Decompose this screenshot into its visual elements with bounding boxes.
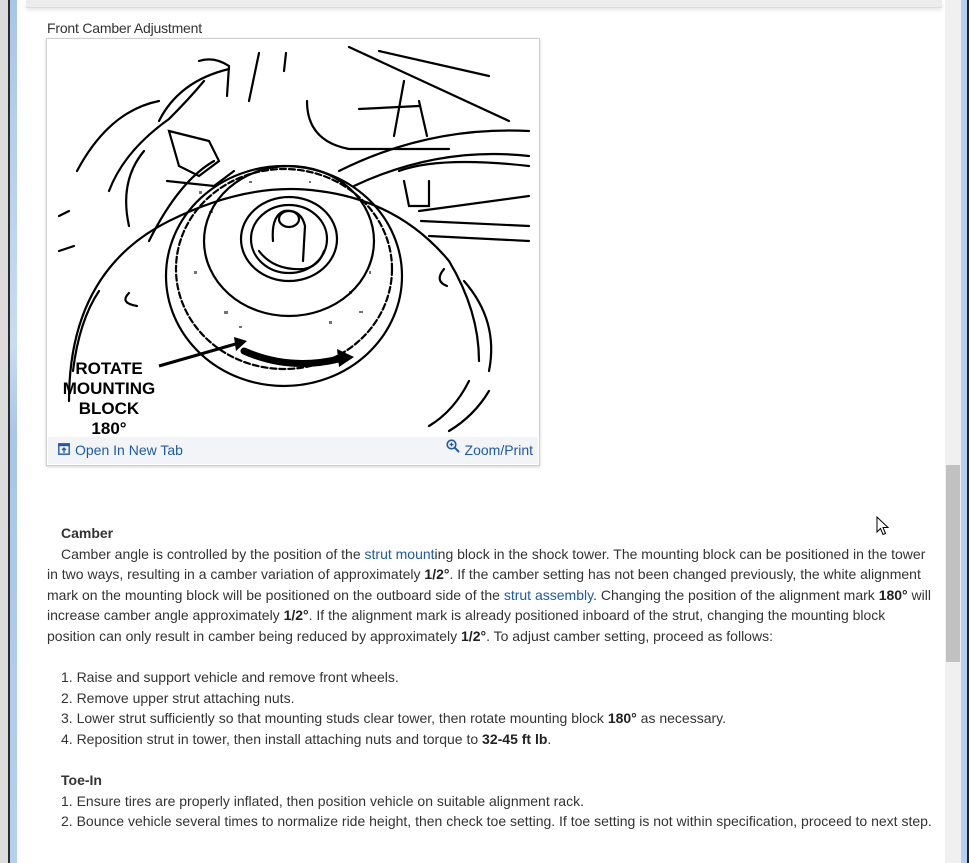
line-drawing bbox=[49, 41, 537, 437]
figure-card bbox=[46, 38, 540, 466]
step-text: 2. Bounce vehicle several times to normalize ride height, then check toe setting. If toe setting is not within specification, proceed to next step. bbox=[61, 813, 932, 830]
camber-heading: Camber bbox=[61, 525, 114, 541]
strut-assembly-link[interactable]: strut assembly bbox=[503, 586, 594, 603]
text-run: . To adjust camber setting, proceed as follows: bbox=[486, 627, 773, 644]
step-text: . bbox=[547, 730, 552, 747]
step-text: 3. Lower strut sufficiently so that mounting studs clear tower, then rotate mounting block bbox=[61, 710, 608, 727]
svg-text:180°: 180° bbox=[91, 419, 127, 437]
figure-title: Front Camber Adjustment bbox=[47, 20, 202, 36]
toe-in-heading: Toe-In bbox=[61, 772, 102, 789]
camber-step bbox=[47, 708, 932, 729]
text-run: ing block in the shock tower. The mounting block can be positioned in the tower in two ways, resulting in a camber variation of approximately bbox=[47, 545, 926, 583]
camber-step bbox=[47, 667, 932, 688]
window-frame-left-accent bbox=[10, 0, 17, 863]
zoom-print-link[interactable] bbox=[446, 440, 533, 458]
camber-step bbox=[47, 729, 932, 750]
front-camber-illustration[interactable] bbox=[49, 41, 537, 437]
text-run: . If the alignment mark is already positioned inboard of the strut, changing the mounting block position can only result in camber being reduced by approximately bbox=[47, 607, 886, 644]
zoom-print-label: Zoom/Print bbox=[464, 442, 533, 458]
step-text: 2. Remove upper strut attaching nuts. bbox=[61, 689, 295, 706]
vertical-scrollbar-track[interactable] bbox=[945, 0, 962, 863]
open-in-new-tab-label: Open In New Tab bbox=[75, 442, 183, 458]
svg-text:MOUNTING: MOUNTING bbox=[62, 379, 156, 398]
svg-text:BLOCK: BLOCK bbox=[78, 399, 140, 418]
toe-in-step bbox=[47, 811, 932, 832]
text-run: will increase camber angle approximately bbox=[47, 586, 931, 624]
bold-value: 1/2° bbox=[461, 627, 487, 644]
figure-toolbar bbox=[48, 437, 538, 464]
bold-value: 32-45 ft lb bbox=[482, 730, 548, 747]
text-run: . Changing the position of the alignment mark bbox=[593, 586, 879, 603]
text-run: Camber angle is controlled by the position of the bbox=[61, 545, 365, 562]
open-in-new-tab-link[interactable] bbox=[58, 442, 183, 458]
mouse-pointer-icon bbox=[876, 516, 890, 536]
camber-section bbox=[47, 523, 932, 832]
step-text: 4. Reposition strut in tower, then install attaching nuts and torque to bbox=[61, 730, 483, 747]
step-text: 1. Ensure tires are properly inflated, then position vehicle on suitable alignment rack. bbox=[61, 792, 584, 809]
camber-step bbox=[47, 688, 932, 709]
bold-value: 180° bbox=[607, 710, 637, 727]
camber-paragraph bbox=[47, 544, 932, 647]
strut-mount-link[interactable]: strut mount bbox=[364, 545, 435, 562]
bold-value: 180° bbox=[878, 586, 908, 603]
bold-value: 1/2° bbox=[424, 566, 450, 583]
step-text: as necessary. bbox=[636, 710, 727, 727]
zoom-in-icon bbox=[446, 439, 460, 456]
open-in-new-tab-icon bbox=[58, 442, 70, 458]
step-text: 1. Raise and support vehicle and remove front wheels. bbox=[61, 669, 399, 686]
text-run: . If the camber setting has not been changed previously, the white alignment mark on the mounting block will be positioned on the outboard side of the bbox=[47, 566, 921, 603]
vertical-scrollbar-thumb[interactable] bbox=[946, 465, 960, 662]
bold-value: 1/2° bbox=[283, 607, 309, 624]
window-frame-left bbox=[0, 0, 8, 863]
svg-text:ROTATE: ROTATE bbox=[75, 359, 143, 378]
toe-in-step bbox=[47, 791, 932, 812]
header-shadow-bar bbox=[26, 0, 942, 8]
